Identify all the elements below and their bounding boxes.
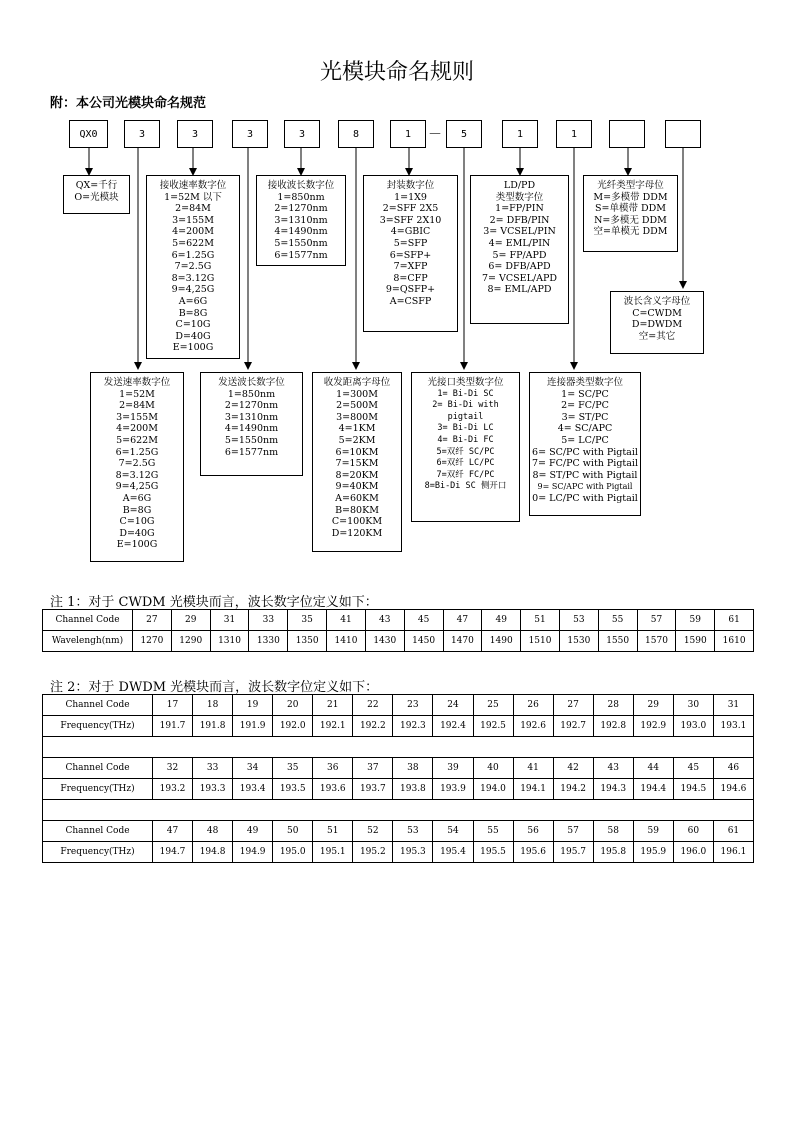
cwdm-code-cell: 53: [559, 610, 598, 631]
desc-interface: 光接口类型数字位 1= Bi-Di SC 2= Bi-Di with pigtail 3= Bi-Di LC 4= Bi-Di FC 5=双纤 SC/PC 6=双纤 LC/PC 7=双纤 FC/PC 8=Bi-Di SC 侧开口: [411, 372, 520, 522]
desc-wave-meaning: 波长含义字母位 C=CWDM D=DWDM 空=其它: [610, 291, 704, 354]
desc-prefix: QX=千行 O=光模块: [63, 175, 130, 214]
dwdm-table: [42, 694, 754, 863]
dwdm-freq-cell: 195.2: [353, 842, 393, 863]
cwdm-code-cell: 51: [521, 610, 560, 631]
dwdm-freq-cell: 195.1: [313, 842, 353, 863]
dwdm-code-cell: 36: [313, 758, 353, 779]
dwdm-code-cell: 38: [393, 758, 433, 779]
code-box-prefix: QX0: [69, 120, 108, 148]
cwdm-wave-cell: 1570: [637, 631, 676, 652]
dwdm-code-cell: 58: [593, 821, 633, 842]
dwdm-code-cell: 31: [713, 695, 753, 716]
cwdm-table: [42, 609, 754, 652]
dwdm-code-cell: 39: [433, 758, 473, 779]
cwdm-wave-cell: 1270: [133, 631, 172, 652]
dwdm-code-cell: 22: [353, 695, 393, 716]
dwdm-freq-cell: 193.3: [193, 779, 233, 800]
cwdm-code-cell: 35: [288, 610, 327, 631]
cwdm-code-cell: 33: [249, 610, 288, 631]
code-box-rx-rate: 3: [124, 120, 160, 148]
dwdm-freq-label: Frequency(THz): [43, 842, 153, 863]
dwdm-code-cell: 46: [713, 758, 753, 779]
code-box-interface: 5: [446, 120, 482, 148]
cwdm-code-cell: 45: [404, 610, 443, 631]
dwdm-freq-cell: 191.7: [153, 716, 193, 737]
dwdm-freq-cell: 194.8: [193, 842, 233, 863]
dwdm-freq-cell: 191.8: [193, 716, 233, 737]
dwdm-freq-cell: 192.8: [593, 716, 633, 737]
dwdm-code-cell: 29: [633, 695, 673, 716]
dwdm-freq-cell: 194.1: [513, 779, 553, 800]
dwdm-code-cell: 17: [153, 695, 193, 716]
cwdm-wave-cell: 1430: [365, 631, 404, 652]
dwdm-freq-cell: 193.2: [153, 779, 193, 800]
code-box-connector: 1: [556, 120, 592, 148]
cwdm-code-cell: 61: [715, 610, 754, 631]
dwdm-freq-cell: 194.5: [673, 779, 713, 800]
cwdm-code-label: Channel Code: [43, 610, 133, 631]
dwdm-code-cell: 40: [473, 758, 513, 779]
cwdm-code-cell: 55: [598, 610, 637, 631]
dwdm-code-cell: 50: [273, 821, 313, 842]
dwdm-code-row: [43, 695, 754, 716]
dwdm-code-cell: 57: [553, 821, 593, 842]
cwdm-code-cell: 59: [676, 610, 715, 631]
cwdm-code-cell: 31: [210, 610, 249, 631]
dwdm-code-cell: 33: [193, 758, 233, 779]
code-box-tx-wave: 3: [284, 120, 320, 148]
dwdm-freq-label: Frequency(THz): [43, 779, 153, 800]
dwdm-code-cell: 25: [473, 695, 513, 716]
dwdm-freq-cell: 195.6: [513, 842, 553, 863]
dwdm-freq-cell: 193.9: [433, 779, 473, 800]
cwdm-wave-cell: 1330: [249, 631, 288, 652]
dwdm-freq-cell: 196.1: [713, 842, 753, 863]
dwdm-code-cell: 59: [633, 821, 673, 842]
dwdm-freq-cell: 192.2: [353, 716, 393, 737]
code-dash: －: [428, 127, 442, 143]
cwdm-code-cell: 43: [365, 610, 404, 631]
dwdm-code-cell: 24: [433, 695, 473, 716]
page-subtitle: 附：本公司光模块命名规范: [50, 96, 207, 111]
cwdm-code-cell: 57: [637, 610, 676, 631]
cwdm-code-cell: 41: [327, 610, 366, 631]
desc-rx-wave: 接收波长数字位 1=850nm 2=1270nm 3=1310nm 4=1490nm 5=1550nm 6=1577nm: [256, 175, 346, 266]
dwdm-freq-cell: 192.7: [553, 716, 593, 737]
desc-ldpd: LD/PD 类型数字位 1=FP/PIN 2= DFB/PIN 3= VCSEL/PIN 4= EML/PIN 5= FP/APD 6= DFB/APD 7= VCSEL/APD 8= EML/APD: [470, 175, 569, 324]
cwdm-code-row: [43, 610, 754, 631]
cwdm-wave-cell: 1610: [715, 631, 754, 652]
dwdm-freq-cell: 194.9: [233, 842, 273, 863]
dwdm-code-row: [43, 821, 754, 842]
dwdm-freq-cell: 193.8: [393, 779, 433, 800]
dwdm-freq-cell: 192.6: [513, 716, 553, 737]
dwdm-code-cell: 55: [473, 821, 513, 842]
dwdm-spacer-cell: [43, 800, 754, 821]
cwdm-wave-cell: 1510: [521, 631, 560, 652]
cwdm-wave-label: Wavelengh(nm): [43, 631, 133, 652]
dwdm-code-cell: 49: [233, 821, 273, 842]
desc-tx-wave: 发送波长数字位 1=850nm 2=1270nm 3=1310nm 4=1490nm 5=1550nm 6=1577nm: [200, 372, 303, 476]
cwdm-wave-cell: 1310: [210, 631, 249, 652]
dwdm-freq-cell: 194.7: [153, 842, 193, 863]
dwdm-code-cell: 52: [353, 821, 393, 842]
desc-fiber: 光纤类型字母位 M=多模带 DDM S=单模带 DDM N=多模无 DDM 空=单模无 DDM: [583, 175, 678, 252]
dwdm-freq-cell: 194.3: [593, 779, 633, 800]
page-title: 光模块命名规则: [319, 60, 474, 85]
dwdm-code-cell: 41: [513, 758, 553, 779]
cwdm-wave-cell: 1350: [288, 631, 327, 652]
dwdm-code-cell: 32: [153, 758, 193, 779]
dwdm-freq-cell: 194.6: [713, 779, 753, 800]
dwdm-freq-cell: 192.0: [273, 716, 313, 737]
dwdm-freq-cell: 192.5: [473, 716, 513, 737]
dwdm-code-cell: 37: [353, 758, 393, 779]
dwdm-freq-row: [43, 779, 754, 800]
dwdm-code-cell: 42: [553, 758, 593, 779]
dwdm-code-cell: 54: [433, 821, 473, 842]
cwdm-code-cell: 47: [443, 610, 482, 631]
dwdm-code-cell: 34: [233, 758, 273, 779]
cwdm-wave-cell: 1290: [171, 631, 210, 652]
dwdm-freq-cell: 193.1: [713, 716, 753, 737]
dwdm-code-cell: 61: [713, 821, 753, 842]
dwdm-freq-cell: 195.5: [473, 842, 513, 863]
dwdm-code-cell: 56: [513, 821, 553, 842]
dwdm-freq-cell: 196.0: [673, 842, 713, 863]
dwdm-freq-cell: 195.4: [433, 842, 473, 863]
dwdm-code-cell: 45: [673, 758, 713, 779]
desc-package: 封装数字位 1=1X9 2=SFF 2X5 3=SFF 2X10 4=GBIC 5=SFP 6=SFP+ 7=XFP 8=CFP 9=QSFP+ A=CSFP: [363, 175, 458, 332]
cwdm-wave-cell: 1410: [327, 631, 366, 652]
dwdm-freq-cell: 195.7: [553, 842, 593, 863]
dwdm-spacer-row: [43, 800, 754, 821]
dwdm-code-label: Channel Code: [43, 758, 153, 779]
dwdm-code-cell: 53: [393, 821, 433, 842]
dwdm-code-cell: 20: [273, 695, 313, 716]
dwdm-freq-cell: 195.8: [593, 842, 633, 863]
dwdm-freq-cell: 194.2: [553, 779, 593, 800]
dwdm-code-cell: 44: [633, 758, 673, 779]
dwdm-freq-cell: 192.4: [433, 716, 473, 737]
cwdm-wave-cell: 1490: [482, 631, 521, 652]
dwdm-freq-cell: 192.1: [313, 716, 353, 737]
dwdm-code-cell: 18: [193, 695, 233, 716]
dwdm-code-cell: 48: [193, 821, 233, 842]
cwdm-wave-row: [43, 631, 754, 652]
dwdm-code-cell: 43: [593, 758, 633, 779]
dwdm-freq-cell: 193.7: [353, 779, 393, 800]
code-box-distance: 1: [390, 120, 426, 148]
desc-tx-rate: 发送速率数字位 1=52M 2=84M 3=155M 4=200M 5=622M 6=1.25G 7=2.5G 8=3.12G 9=4,25G A=6G B=8G C=10G D=40G E=100G: [90, 372, 184, 562]
dwdm-freq-cell: 194.4: [633, 779, 673, 800]
code-box-rx-wave: 3: [232, 120, 268, 148]
cwdm-wave-cell: 1530: [559, 631, 598, 652]
code-box-tx-rate: 3: [177, 120, 213, 148]
cwdm-wave-cell: 1590: [676, 631, 715, 652]
dwdm-code-cell: 21: [313, 695, 353, 716]
dwdm-code-cell: 35: [273, 758, 313, 779]
dwdm-code-cell: 47: [153, 821, 193, 842]
cwdm-wave-cell: 1450: [404, 631, 443, 652]
cwdm-code-cell: 27: [133, 610, 172, 631]
dwdm-code-cell: 19: [233, 695, 273, 716]
dwdm-freq-cell: 193.6: [313, 779, 353, 800]
dwdm-freq-cell: 195.0: [273, 842, 313, 863]
dwdm-code-cell: 60: [673, 821, 713, 842]
code-box-package: 8: [338, 120, 374, 148]
dwdm-code-cell: 26: [513, 695, 553, 716]
dwdm-freq-cell: 193.5: [273, 779, 313, 800]
note-cwdm: 注 1：对于 CWDM 光模块而言，波长数字位定义如下：: [50, 595, 378, 610]
dwdm-code-row: [43, 758, 754, 779]
dwdm-freq-cell: 193.4: [233, 779, 273, 800]
dwdm-code-cell: 23: [393, 695, 433, 716]
dwdm-code-cell: 27: [553, 695, 593, 716]
dwdm-spacer-cell: [43, 737, 754, 758]
cwdm-code-cell: 29: [171, 610, 210, 631]
cwdm-code-cell: 49: [482, 610, 521, 631]
dwdm-freq-cell: 193.0: [673, 716, 713, 737]
dwdm-freq-cell: 192.3: [393, 716, 433, 737]
dwdm-spacer-row: [43, 737, 754, 758]
dwdm-freq-cell: 194.0: [473, 779, 513, 800]
note-dwdm: 注 2：对于 DWDM 光模块而言，波长数字位定义如下：: [50, 680, 379, 695]
dwdm-freq-cell: 191.9: [233, 716, 273, 737]
dwdm-freq-cell: 195.9: [633, 842, 673, 863]
dwdm-freq-cell: 195.3: [393, 842, 433, 863]
dwdm-code-cell: 30: [673, 695, 713, 716]
dwdm-code-cell: 51: [313, 821, 353, 842]
cwdm-wave-cell: 1470: [443, 631, 482, 652]
code-box-ldpd: 1: [502, 120, 538, 148]
desc-connector: 连接器类型数字位 1= SC/PC 2= FC/PC 3= ST/PC 4= SC/APC 5= LC/PC 6= SC/PC with Pigtail 7= FC/PC with Pigtail 8= ST/PC with Pigtail 9= SC/APC with Pigtail 0= LC/PC with Pigtail: [529, 372, 641, 516]
dwdm-code-label: Channel Code: [43, 695, 153, 716]
dwdm-freq-row: [43, 716, 754, 737]
desc-rx-rate: 接收速率数字位 1=52M 以下 2=84M 3=155M 4=200M 5=622M 6=1.25G 7=2.5G 8=3.12G 9=4,25G A=6G B=8G C=10G D=40G E=100G: [146, 175, 240, 359]
desc-distance: 收发距离字母位 1=300M 2=500M 3=800M 4=1KM 5=2KM 6=10KM 7=15KM 8=20KM 9=40KM A=60KM B=80KM C=100KM D=120KM: [312, 372, 402, 552]
dwdm-code-label: Channel Code: [43, 821, 153, 842]
dwdm-freq-cell: 192.9: [633, 716, 673, 737]
cwdm-wave-cell: 1550: [598, 631, 637, 652]
dwdm-freq-row: [43, 842, 754, 863]
dwdm-code-cell: 28: [593, 695, 633, 716]
dwdm-freq-label: Frequency(THz): [43, 716, 153, 737]
